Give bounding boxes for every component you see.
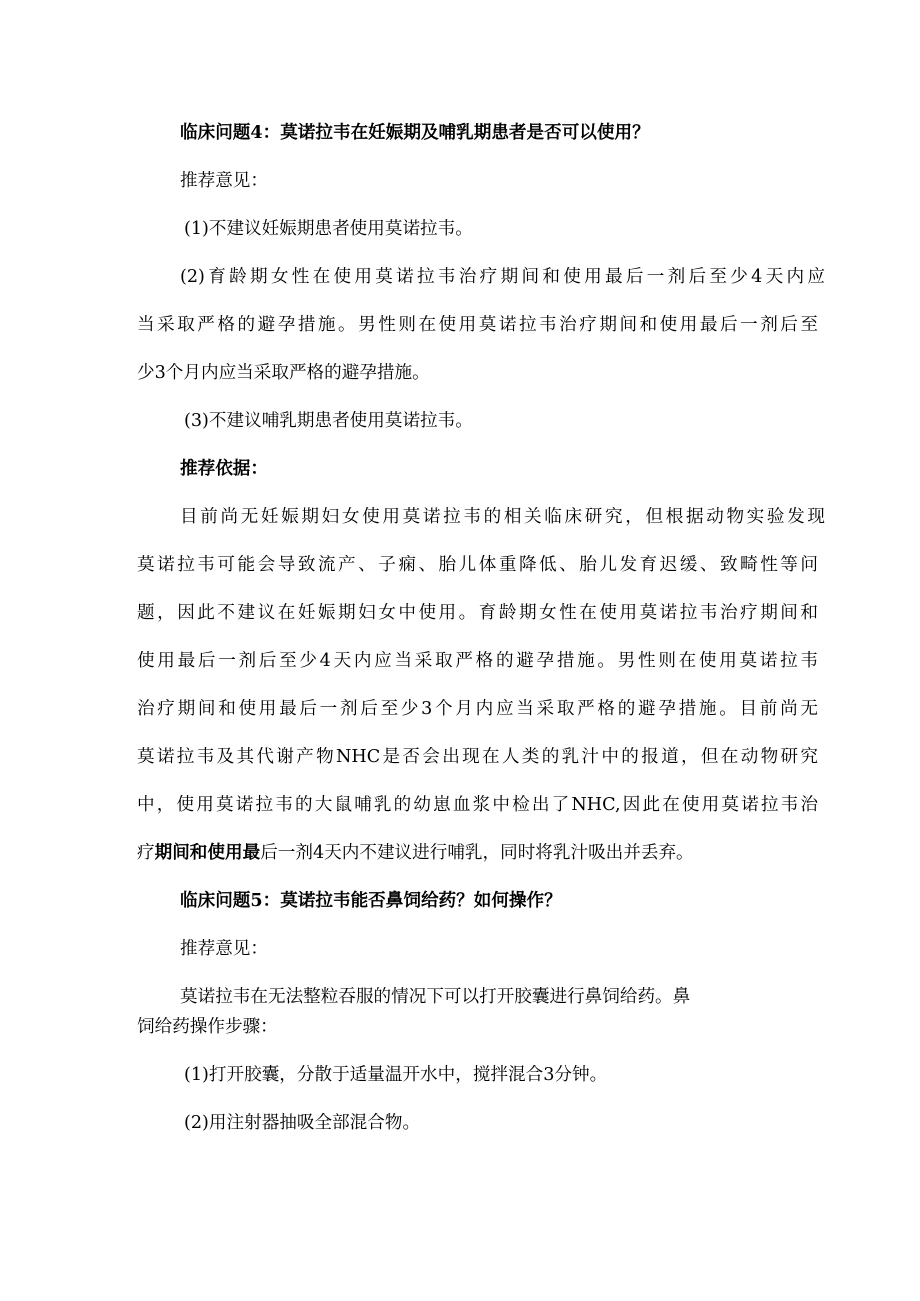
q4-recommendation-3: (3)不建议哺乳期患者使用莫诺拉韦。 (184, 411, 473, 431)
q4-basis-line-8-bold: 期间和使用最 (154, 842, 261, 863)
q4-basis-line-8 (137, 841, 694, 865)
q5-recommendation-label: 推荐意见： (180, 939, 268, 959)
q5-step-1: (1)打开胶囊，分散于适量温开水中，搅拌混合3分钟。 (184, 1065, 608, 1085)
q4-recommendation-2-line-1: (2)育龄期女性在使用莫诺拉韦治疗期间和使用最后一剂后至少4天内应 (180, 267, 825, 287)
q4-recommendation-label: 推荐意见： (180, 171, 268, 191)
q4-recommendation-1: (1)不建议妊娠期患者使用莫诺拉韦。 (184, 219, 473, 239)
q4-basis-line-8-end: 后一剂4天内不建议进行哺乳，同时将乳汁吸出并丢弃。 (260, 843, 694, 863)
q4-basis-label: 推荐依据： (180, 458, 268, 479)
q4-basis-line-3: 题，因此不建议在妊娠期妇女中使用。育龄期女性在使用莫诺拉韦治疗期间和 (137, 603, 818, 623)
q5-step-2: (2)用注射器抽吸全部混合物。 (184, 1113, 421, 1133)
q5-recommendation-line-2: 饲给药操作步骤： (137, 1017, 278, 1037)
q5-recommendation-line-1: 莫诺拉韦在无法整粒吞服的情况下可以打开胶囊进行鼻饲给药。鼻 (180, 987, 691, 1007)
q5-heading: 临床问题5：莫诺拉韦能否鼻饲给药？如何操作？ (180, 890, 562, 911)
q4-basis-line-7: 中，使用莫诺拉韦的大鼠哺乳的幼崽血浆中检出了NHC,因此在使用莫诺拉韦治 (137, 795, 818, 815)
q4-recommendation-2-line-2: 当采取严格的避孕措施。男性则在使用莫诺拉韦治疗期间和使用最后一剂后至 (137, 315, 818, 335)
q4-basis-line-1: 目前尚无妊娠期妇女使用莫诺拉韦的相关临床研究，但根据动物实验发现 (180, 507, 825, 527)
q4-basis-line-4: 使用最后一剂后至少4天内应当采取严格的避孕措施。男性则在使用莫诺拉韦 (137, 651, 818, 671)
q4-basis-line-2: 莫诺拉韦可能会导致流产、子痫、胎儿体重降低、胎儿发育迟缓、致畸性等问 (137, 555, 818, 575)
q4-basis-line-6: 莫诺拉韦及其代谢产物NHC是否会出现在人类的乳汁中的报道，但在动物研究 (137, 747, 818, 767)
q4-basis-line-8-start: 疗 (137, 843, 155, 863)
q4-heading: 临床问题4：莫诺拉韦在妊娠期及哺乳期患者是否可以使用？ (180, 122, 650, 143)
q4-basis-line-5: 治疗期间和使用最后一剂后至少3个月内应当采取严格的避孕措施。目前尚无 (137, 699, 818, 719)
q4-recommendation-2-line-3: 少3个月内应当采取严格的避孕措施。 (137, 363, 430, 383)
